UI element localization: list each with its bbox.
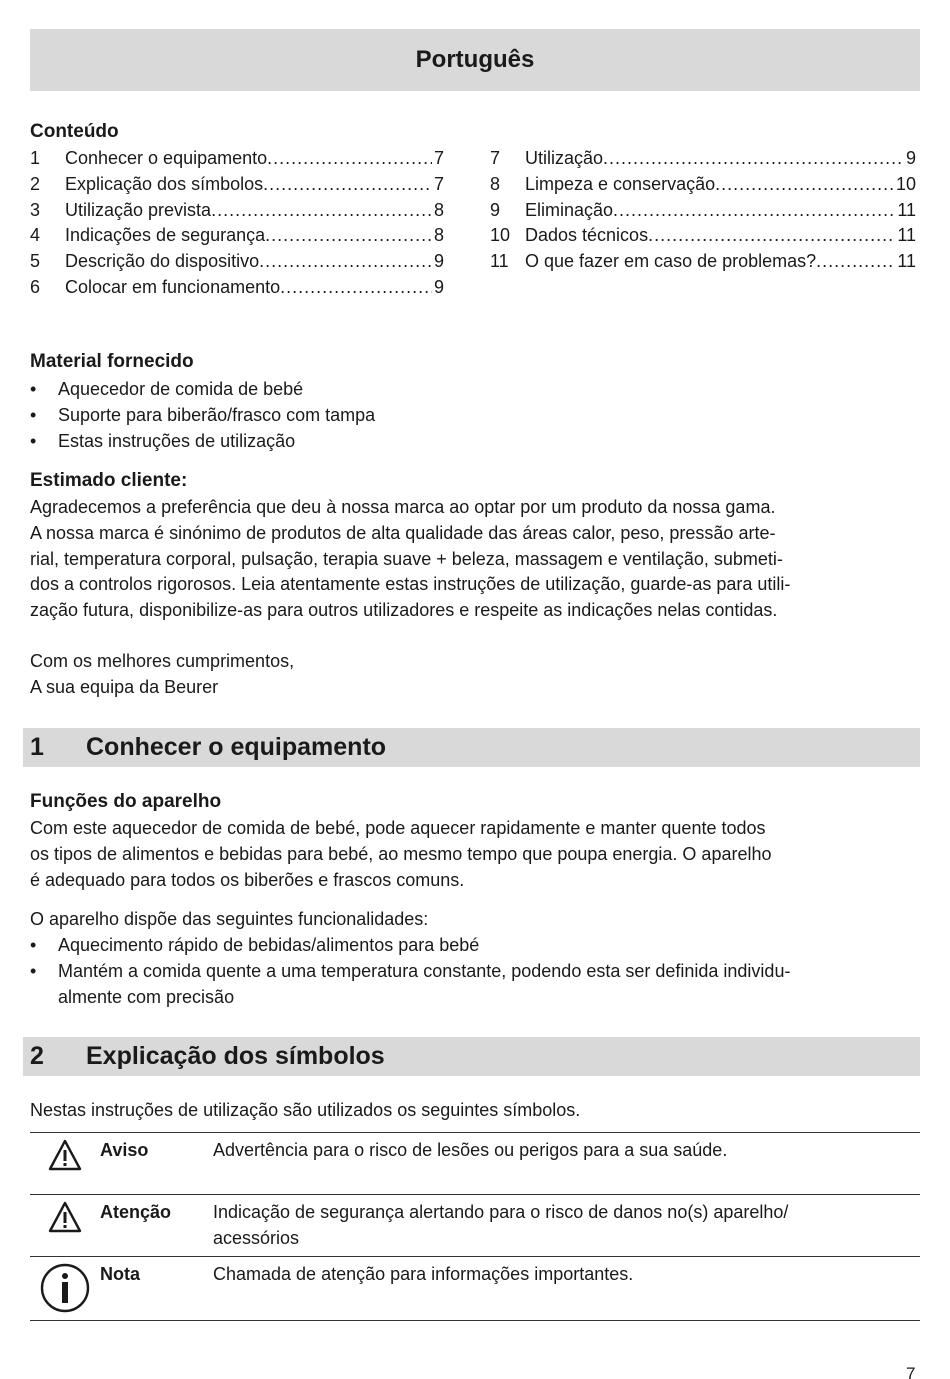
toc-left-column (30, 148, 444, 303)
list-item: • Estas instruções de utilização (30, 430, 296, 451)
toc-entry[interactable]: 8 Limpeza e conservação ..... 10 (490, 174, 916, 200)
list-item: • Aquecimento rápido de bebidas/alimentos para bebé (30, 935, 480, 955)
toc-entry[interactable]: 9 Eliminação ..... 11 (490, 200, 916, 226)
table-row: Atenção Indicação de segurança alertando para o risco de danos no(s) aparelho/ acessórios (30, 1195, 920, 1257)
functions-heading: Funções do aparelho (30, 791, 222, 812)
toc-entry[interactable]: 2 Explicação dos símbolos ..... 7 (30, 174, 444, 200)
customer-paragraph: Agradecemos a preferência que deu à nossa marca ao optar por um produto da nossa gama. A nossa marca é sinónimo de produtos de alta qualidade das áreas calor, peso, pressão arte- rial, temperatura corporal, pulsação, terapia suave + beleza, massagem e ventilação, submeti- dos a controlos rigorosos. Leia atentamente estas instruções de utilização, guarde-as para utili- zação futura, disponibilize-as para outros utilizadores e respeite as indicações nelas contidas. (30, 497, 791, 621)
warning-triangle-icon (30, 1133, 100, 1194)
caution-triangle-icon (30, 1195, 100, 1256)
toc-entry[interactable]: 7 Utilização ..... 9 (490, 148, 916, 174)
symbols-table (30, 1132, 920, 1321)
toc-entry[interactable]: 1 Conhecer o equipamento ..... 7 (30, 148, 444, 174)
symbols-intro: Nestas instruções de utilização são utilizados os seguintes símbolos. (30, 1100, 581, 1120)
language-banner (30, 29, 920, 91)
toc-entry[interactable]: 5 Descrição do dispositivo ..... 9 (30, 251, 444, 277)
toc-entry[interactable]: 4 Indicações de segurança ..... 8 (30, 225, 444, 251)
features-intro: O aparelho dispõe das seguintes funcionalidades: (30, 909, 429, 929)
functions-paragraph: Com este aquecedor de comida de bebé, pode aquecer rapidamente e manter quente todos os tipos de alimentos e bebidas para bebé, ao mesmo tempo que poupa energia. O aparelho é adequado para todos os biberões e frascos comuns. (30, 818, 772, 890)
toc-entry[interactable]: 11 O que fazer em caso de problemas? ..... 11 (490, 251, 916, 277)
customer-heading: Estimado cliente: (30, 470, 188, 491)
toc-entry[interactable]: 10 Dados técnicos ..... 11 (490, 225, 916, 251)
section-1-title: Conhecer o equipamento (86, 733, 387, 761)
closing: Com os melhores cumprimentos, A sua equipa da Beurer (30, 651, 295, 697)
list-item: • Mantém a comida quente a uma temperatura constante, podendo esta ser definida individu- almente com precisão (30, 960, 791, 1007)
section-2-banner: 2 Explicação dos símbolos (23, 1037, 920, 1076)
language-title: Português (415, 46, 535, 73)
features-list (30, 933, 920, 1010)
table-row: Nota Chamada de atenção para informações importantes. (30, 1257, 920, 1321)
supplied-list (30, 377, 920, 454)
toc-entry[interactable]: 3 Utilização prevista ..... 8 (30, 200, 444, 226)
list-item: • Suporte para biberão/frasco com tampa (30, 404, 376, 425)
page-number: 7 (906, 1364, 916, 1379)
toc-entry[interactable]: 6 Colocar em funcionamento ..... 9 (30, 277, 444, 303)
section-1-banner: 1 Conhecer o equipamento (23, 728, 920, 767)
info-icon (30, 1257, 100, 1320)
section-2-title: Explicação dos símbolos (86, 1042, 385, 1070)
supplied-heading: Material fornecido (30, 351, 194, 372)
toc-right-column (490, 148, 916, 277)
list-item: • Aquecedor de comida de bebé (30, 379, 304, 399)
contents-heading: Conteúdo (30, 121, 119, 142)
table-row: Aviso Advertência para o risco de lesões ou perigos para a sua saúde. (30, 1133, 920, 1195)
